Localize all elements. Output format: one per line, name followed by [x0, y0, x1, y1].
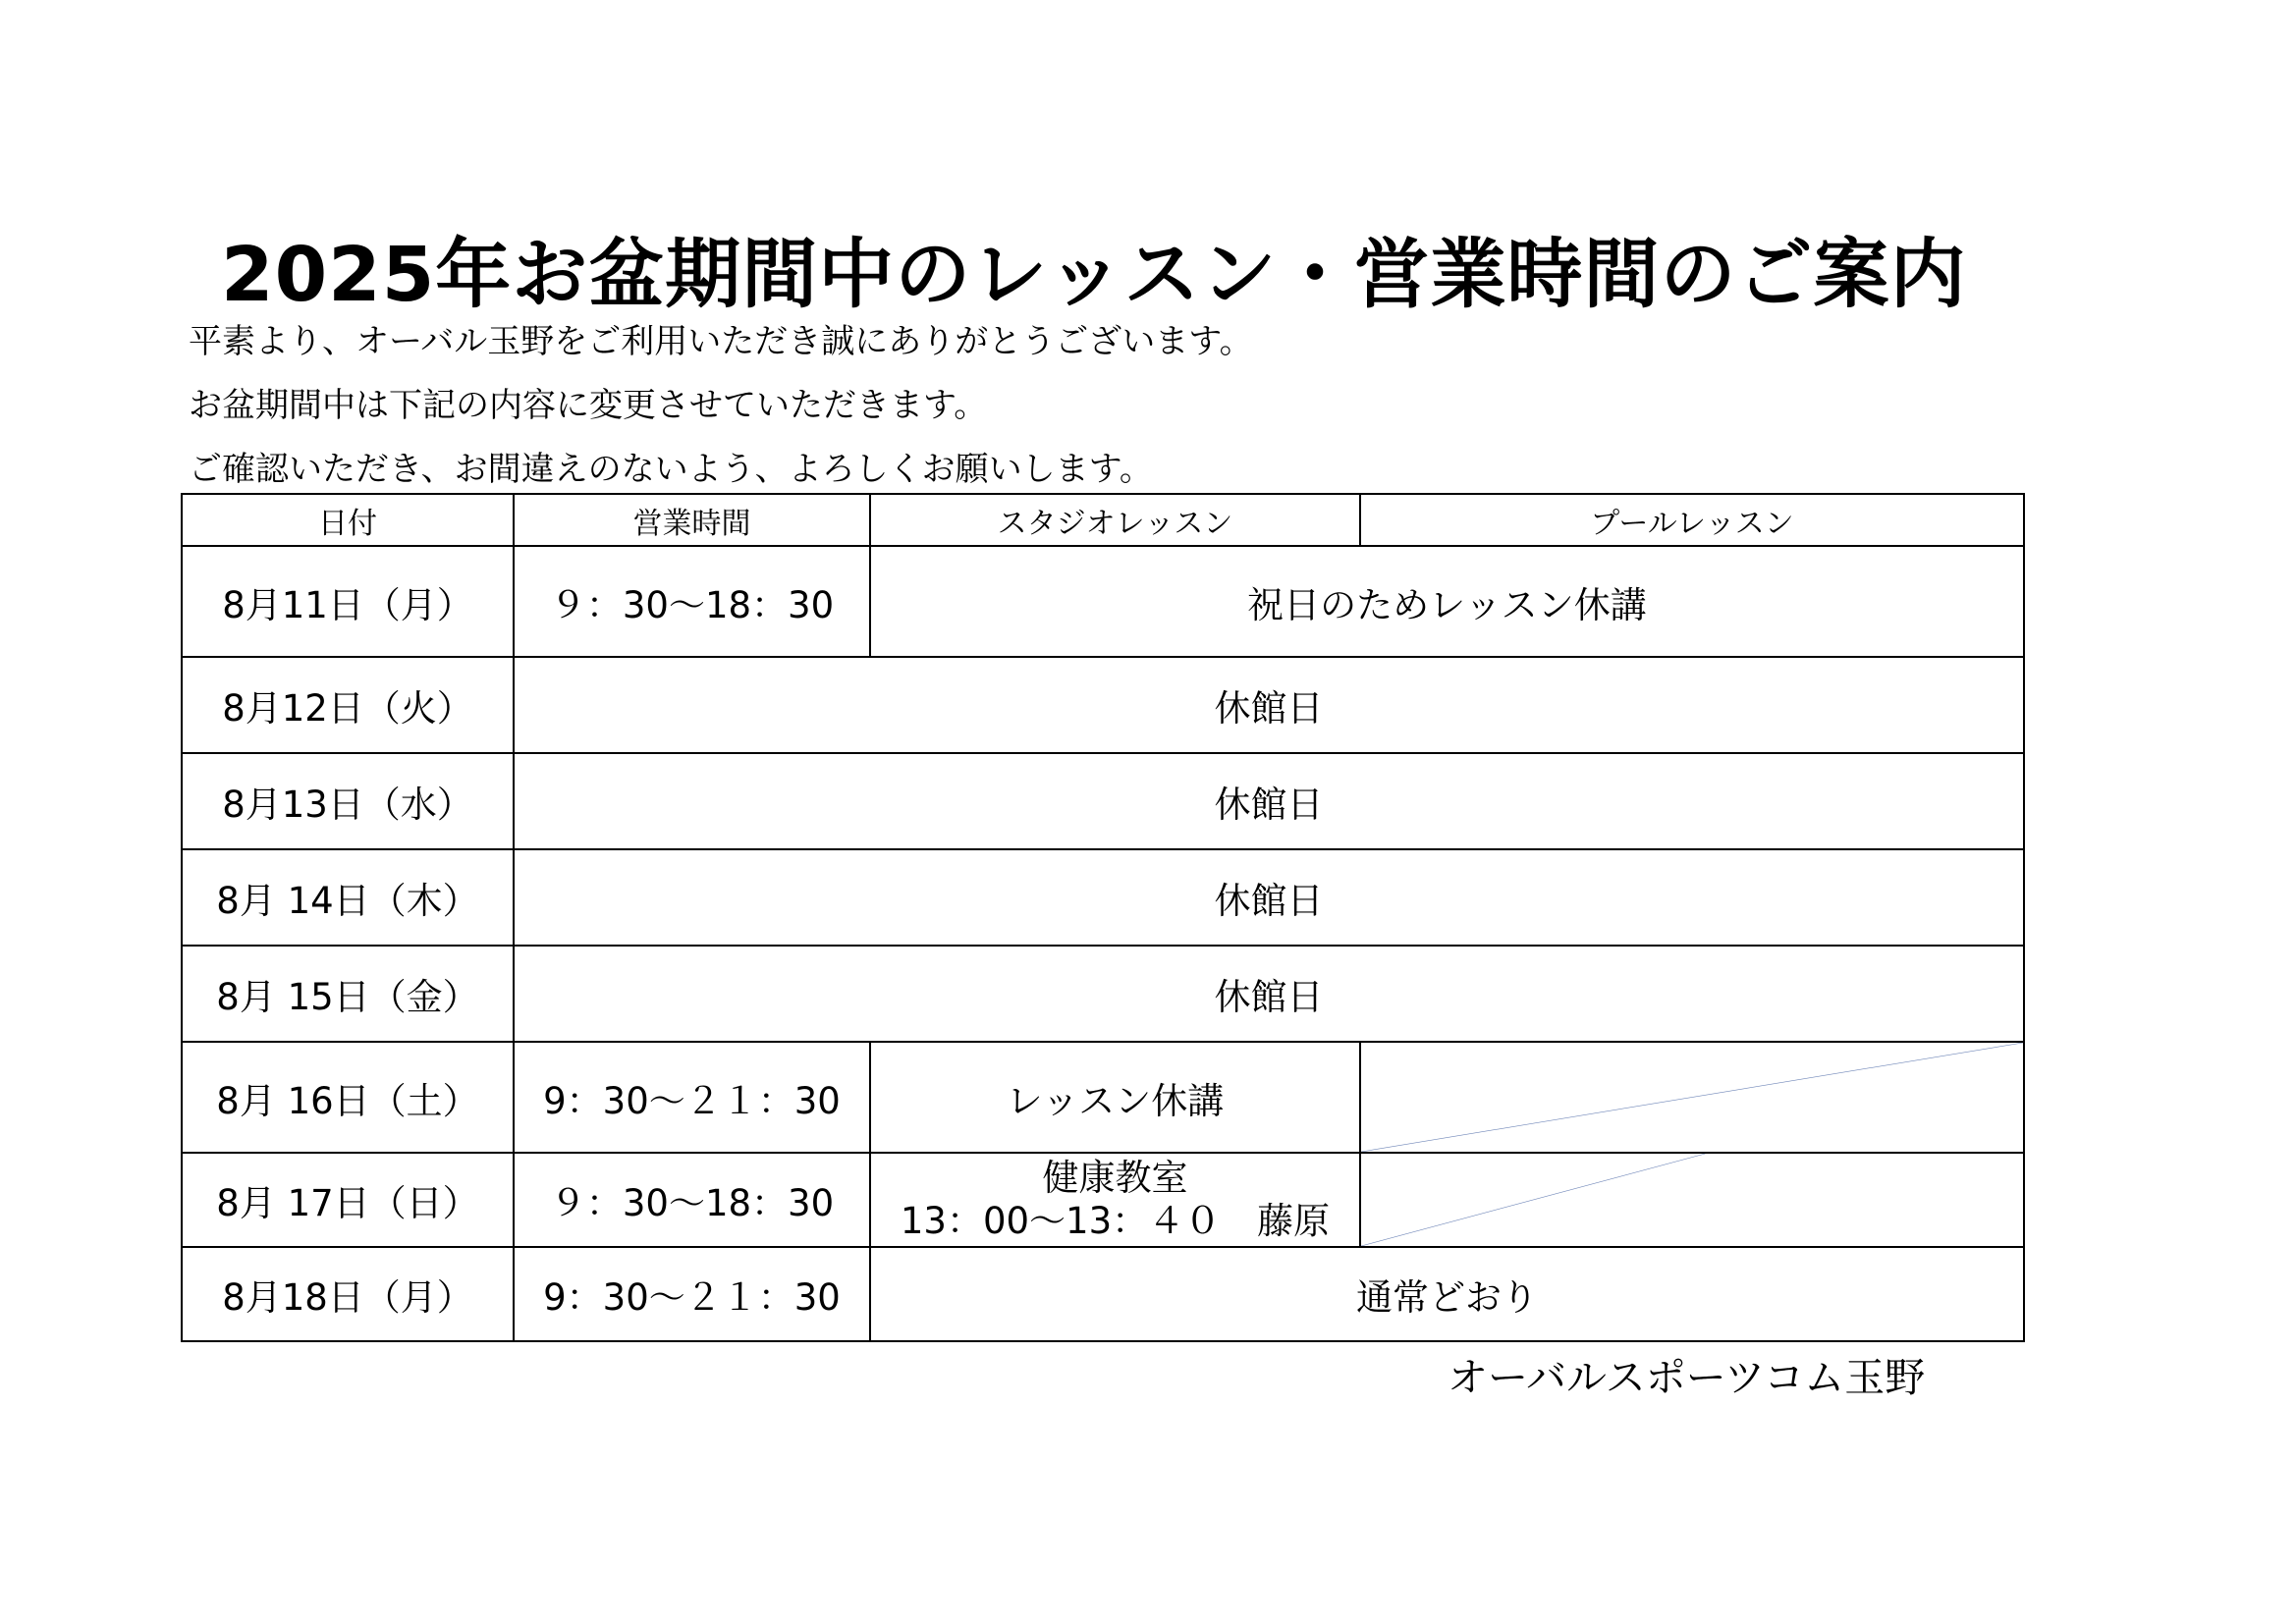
- table-row: [182, 753, 2024, 849]
- row-date: 8月11日（月）: [182, 546, 514, 657]
- facility-name: オーバルスポーツコム玉野: [1448, 1354, 1926, 1401]
- table-row: [182, 946, 2024, 1042]
- page-title: 2025年お盆期間中のレッスン・営業時間のご案内: [221, 232, 1967, 319]
- row-closed: 休館日: [514, 753, 2024, 849]
- row-date: 8月18日（月）: [182, 1247, 514, 1341]
- row-hours: 9：30〜２１：30: [514, 1247, 870, 1341]
- row-studio-lesson: [870, 1153, 1360, 1247]
- table-row: [182, 657, 2024, 753]
- schedule-table: [181, 493, 2025, 1342]
- row-studio-lesson: レッスン休講: [870, 1042, 1360, 1153]
- row-closed: 休館日: [514, 946, 2024, 1042]
- row-closed: 休館日: [514, 657, 2024, 753]
- table-row: [182, 1042, 2024, 1153]
- row-date: 8月13日（水）: [182, 753, 514, 849]
- diagonal-strike: [1361, 1043, 2023, 1152]
- row-hours: ９：30〜18：30: [514, 1153, 870, 1247]
- diagonal-strike: [1361, 1154, 2023, 1246]
- intro-line-1: 平素より、オーバル玉野をご利用いただき誠にありがとうございます。: [189, 322, 1253, 361]
- header-pool-lesson: プールレッスン: [1360, 494, 2024, 546]
- health-class-title: 健康教室: [1042, 1157, 1188, 1199]
- table-header-row: [182, 494, 2024, 546]
- row-hours: ９：30〜18：30: [514, 546, 870, 657]
- table-row: [182, 849, 2024, 946]
- row-date: 8月 14日（木）: [182, 849, 514, 946]
- header-hours: 営業時間: [514, 494, 870, 546]
- intro-line-3: ご確認いただき、お間違えのないよう、よろしくお願いします。: [189, 450, 1153, 489]
- row-pool-lesson-empty: [1360, 1042, 2024, 1153]
- row-date: 8月12日（火）: [182, 657, 514, 753]
- row-pool-lesson-empty: [1360, 1153, 2024, 1247]
- header-date: 日付: [182, 494, 514, 546]
- row-hours: 9：30〜２１：30: [514, 1042, 870, 1153]
- row-date: 8月 17日（日）: [182, 1153, 514, 1247]
- table-row: [182, 546, 2024, 657]
- header-studio-lesson: スタジオレッスン: [870, 494, 1360, 546]
- row-closed: 休館日: [514, 849, 2024, 946]
- health-class-time: 13：00〜13：４０ 藤原: [900, 1200, 1331, 1242]
- row-lessons: 通常どおり: [870, 1247, 2024, 1341]
- row-lessons: 祝日のためレッスン休講: [870, 546, 2024, 657]
- table-row: [182, 1247, 2024, 1341]
- row-date: 8月 15日（金）: [182, 946, 514, 1042]
- row-date: 8月 16日（土）: [182, 1042, 514, 1153]
- table-row: [182, 1153, 2024, 1247]
- intro-line-2: お盆期間中は下記の内容に変更させていただきます。: [189, 386, 988, 425]
